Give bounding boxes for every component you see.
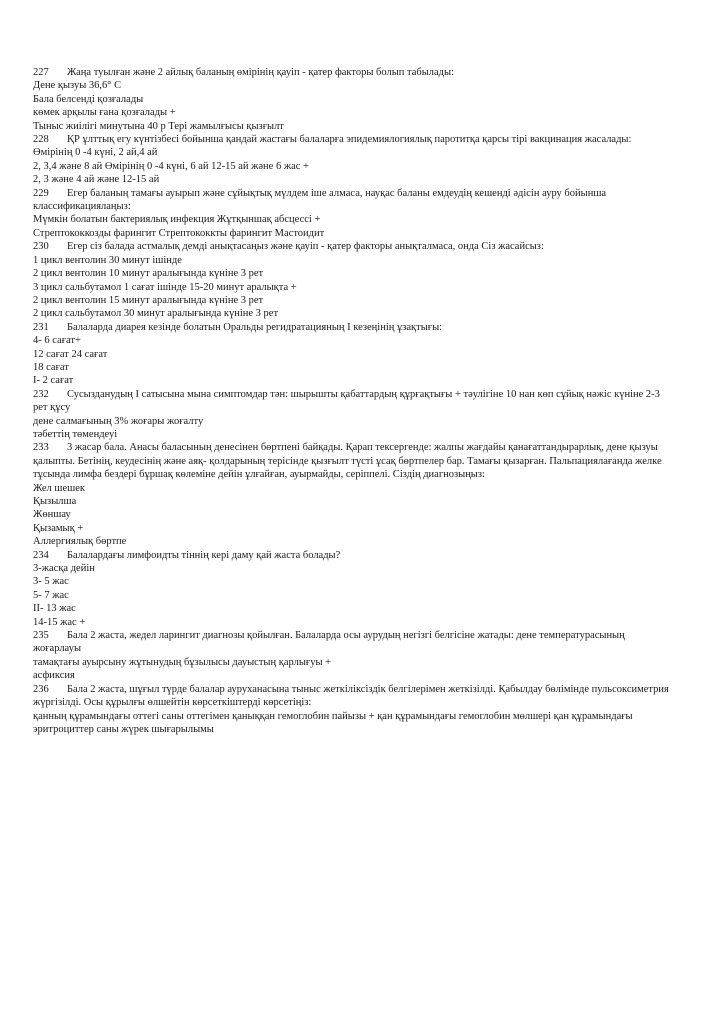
answer-option: 12 сағат 24 сағат — [33, 348, 108, 360]
answer-option: 3- 5 жас — [33, 576, 69, 588]
question-number: 230 — [33, 241, 49, 253]
question-stem — [33, 133, 673, 160]
answer-option: тамақтағы ауырсыну жұтынудың бұзылысы дауыстың қарлығуы + — [33, 656, 332, 668]
question-block — [33, 683, 673, 737]
answer-option: 14-15 жас + — [33, 616, 86, 628]
document-page — [33, 66, 673, 736]
answer-option: 2 цикл вентолин 15 минут аралығында күніне 3 рет — [33, 294, 264, 306]
question-text: Балаларда диарея кезінде болатын Оральды регидратацияның І кезеңінің ұзақтығы: — [67, 321, 443, 333]
question-stem — [33, 388, 673, 415]
question-block — [33, 549, 673, 629]
question-number: 231 — [33, 321, 49, 333]
question-stem — [33, 441, 673, 481]
question-block — [33, 629, 673, 683]
question-text: Егер баланың тамағы ауырып және сұйықтық мүлдем іше алмаса, науқас баланы емдеудің кешенді әдісін ауру бойынша классификациялаңыз: — [33, 187, 607, 213]
answer-option: 18 сағат — [33, 361, 69, 373]
answer-option: 2, 3,4 және 8 ай Өмірінің 0 -4 күні, 6 ай 12-15 ай және 6 жас + — [33, 160, 309, 172]
answer-option: Қызамық + — [33, 522, 84, 534]
question-number: 227 — [33, 67, 49, 78]
question-stem — [33, 240, 673, 253]
question-text: Сусызданудың І сатысына мына симптомдар тән: шырышты қабаттардың құрғақтығы + тәулігіне 10 нан көп сұйық нәжіс күніне 2-3 рет құсу — [33, 388, 660, 414]
answer-option: ІІ- 13 жас — [33, 603, 76, 615]
answer-option: 3-жасқа дейін — [33, 563, 95, 575]
answer-option: көмек арқылы ғана қозғалады + — [33, 107, 176, 119]
question-number: 232 — [33, 388, 49, 400]
answer-option: Жөншау — [33, 509, 71, 521]
answer-option: Аллергиялық бөртпе — [33, 536, 127, 548]
question-text: Балалардағы лимфоидты тіннің кері даму қай жаста болады? — [67, 549, 341, 561]
question-number: 228 — [33, 134, 49, 146]
question-number: 234 — [33, 549, 49, 561]
answer-option: Бала белсенді қозғалады — [33, 93, 144, 105]
question-text: Бала 2 жаста, шұғыл түрде балалар ауруханасына тыныс жеткіліксіздік белгілерімен жеткізілді. Қабылдау бөлімінде пульсоксиметрия жүргізілді. Осы құрылғы өлшейтін көрсеткіштерді көрсетіңіз: — [33, 683, 669, 709]
answer-option: 2 цикл сальбутамол 30 минут аралығында күніне 3 рет — [33, 308, 279, 320]
question-stem — [33, 321, 673, 334]
question-block — [33, 133, 673, 187]
answer-option: 2 цикл вентолин 10 минут аралығында күніне 3 рет — [33, 268, 264, 280]
answer-option: 5- 7 жас — [33, 589, 69, 601]
question-text: 3 жасар бала. Анасы баласының денесінен бөртпені байқады. Қарап тексергенде: жалпы жағдайы қанағаттандырарлық, дене қызуы қалыпты. Бетінің, кеудесінің және аяқ- қолдарының терісінде қызғылт түсті ұсақ бөртпелер бар. Тамағы қызарған. Пальпациялағанда желке тұсында лимфа бездері бұршақ көлеміне дейін ұлғайған, ауырмайды, серіппелі. Сіздің диагнозыңыз: — [33, 442, 662, 481]
question-text: Жаңа туылған және 2 айлық баланың өмірінің қауіп - қатер факторы болып табылады: — [67, 67, 454, 78]
answer-option: 2, 3 және 4 ай және 12-15 ай — [33, 174, 160, 186]
question-stem — [33, 629, 673, 656]
answer-option: Мүмкін болатын бактериялық инфекция Жұтқыншақ абсцессі + — [33, 214, 321, 226]
answer-option: Қызылша — [33, 496, 77, 507]
answer-option: 1 цикл вентолин 30 минут ішінде — [33, 254, 182, 266]
question-block — [33, 441, 673, 548]
question-number: 233 — [33, 442, 49, 454]
question-text: Егер сіз балада астмалық демді анықтасаңыз және қауіп - қатер факторы анықталмаса, онда Сіз жасайсыз: — [67, 241, 544, 253]
question-text: Бала 2 жаста, жедел ларингит диагнозы қойылған. Балаларда осы аурудың негізгі белгісіне жатады: дене температурасының жоғарлауы — [33, 630, 625, 655]
question-number: 235 — [33, 630, 49, 642]
answer-option: І- 2 сағат — [33, 375, 74, 387]
answer-option: Тыныс жиілігі минутына 40 р Тері жамылғысы қызғылт — [33, 120, 284, 132]
answer-option: 3 цикл сальбутамол 1 сағат ішінде 15-20 минут аралықта + — [33, 281, 297, 293]
answer-option: тәбеттің төмендеуі — [33, 428, 118, 440]
question-stem — [33, 683, 673, 710]
question-block — [33, 388, 673, 442]
answer-option: 4- 6 сағат+ — [33, 335, 81, 347]
question-number: 229 — [33, 187, 49, 199]
question-block — [33, 187, 673, 241]
question-stem — [33, 187, 673, 214]
question-stem — [33, 549, 673, 562]
answer-option: Стрептококкозды фарингит Стрептококкты фарингит Мастоидит — [33, 227, 325, 239]
answer-option: қанның құрамындағы оттегі саны оттегімен қаныққан гемоглобин пайызы + қан құрамындағы гемоглобин мөлшері қан құрамындағы эритроциттер саны жүрек шығарылымы — [33, 710, 633, 735]
question-block — [33, 321, 673, 388]
answer-option: Жел шешек — [33, 482, 85, 494]
question-stem — [33, 66, 673, 79]
answer-option: дене салмағының 3% жоғары жоғалту — [33, 415, 204, 427]
answer-option: Дене қызуы 36,6° С — [33, 80, 122, 92]
question-block — [33, 240, 673, 320]
question-number: 236 — [33, 683, 49, 695]
question-text: ҚР ұлттық егу күнтізбесі бойынша қандай жастағы балаларға эпидемиялогиялық паротитқа қарсы тірі вакцинация жасалады: Өмірінің 0 -4 күні, 2 ай,4 ай — [33, 134, 632, 159]
question-block — [33, 66, 673, 133]
answer-option: асфиксия — [33, 670, 75, 682]
